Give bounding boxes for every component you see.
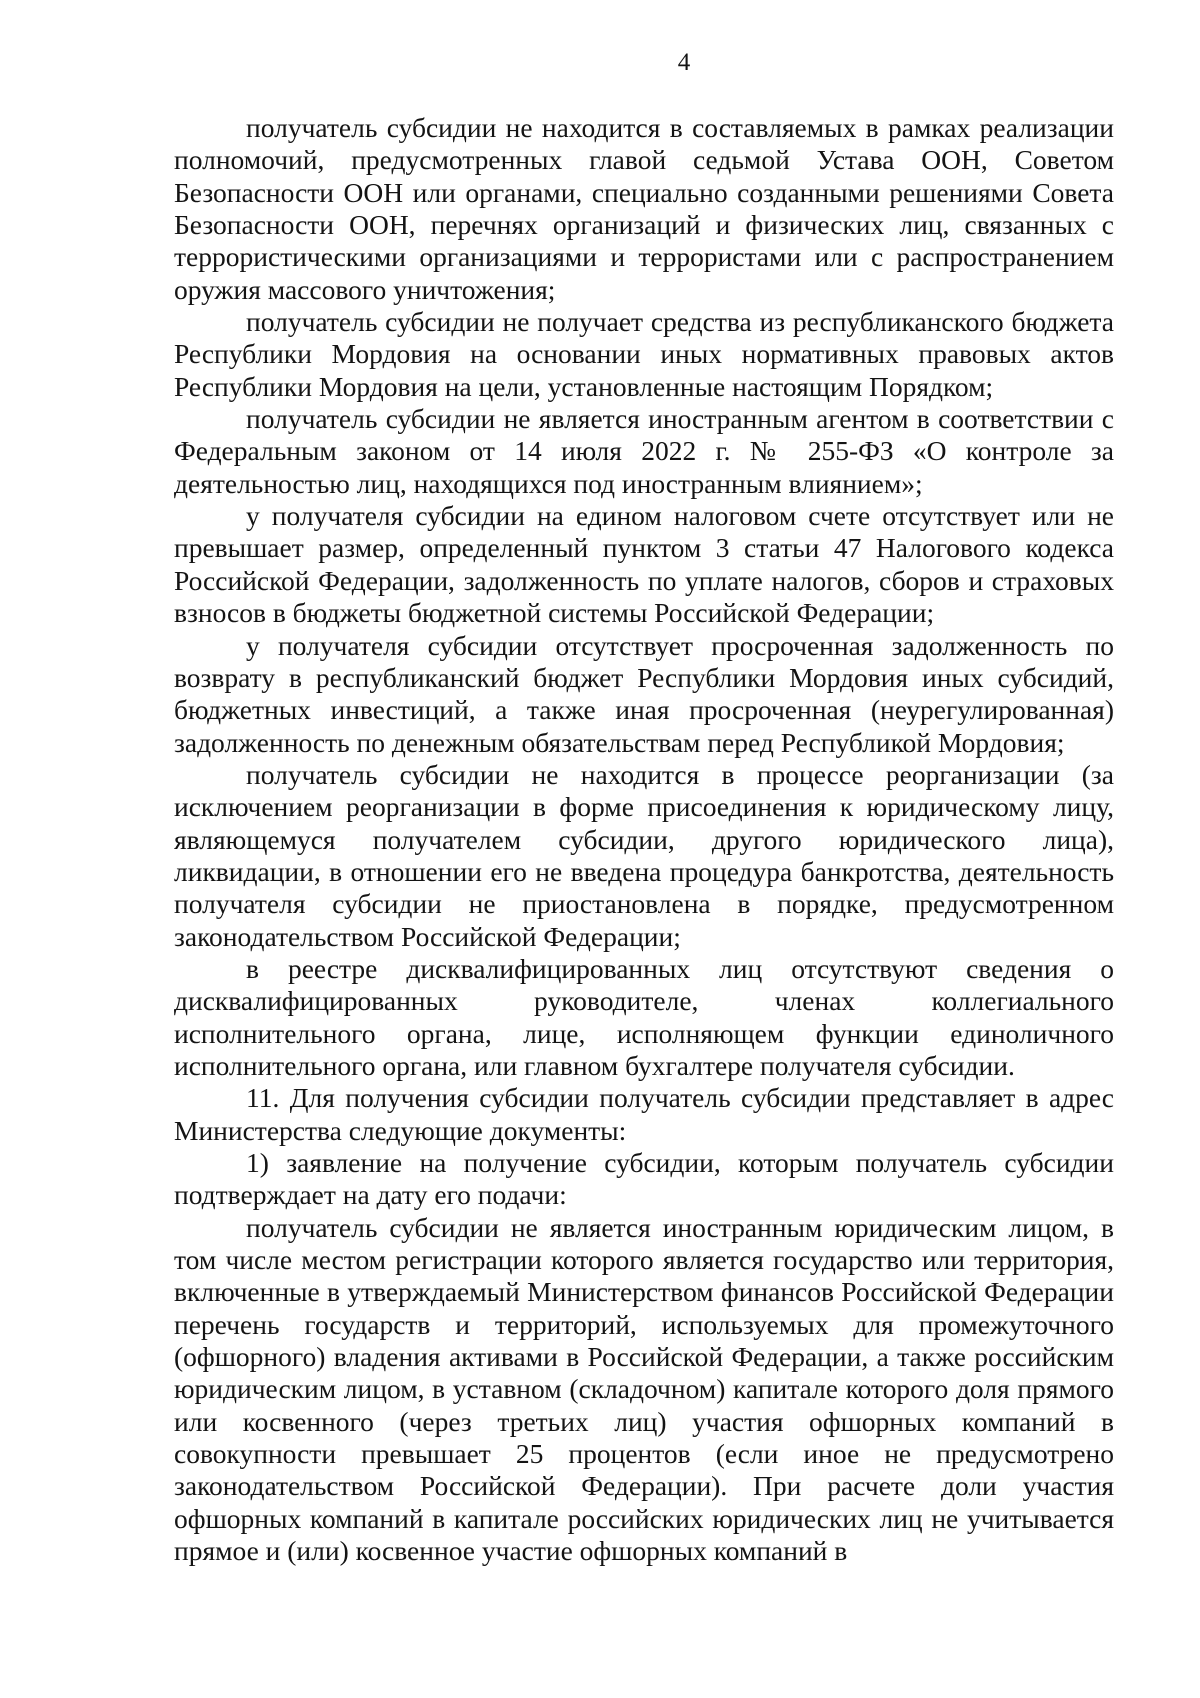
paragraph-disqualified-persons: в реестре дисквалифицированных лиц отсутствуют сведения о дисквалифицированных руководителе, членах коллегиального исполнительного органа, лице, исполняющем функции единоличного исполнительного органа, или главном бухгалтере получателя субсидии. (174, 952, 1114, 1081)
paragraph-tax-debt: у получателя субсидии на едином налоговом счете отсутствует или не превышает размер, определенный пунктом 3 статьи 47 Налогового кодекса Российской Федерации, задолженность по уплате налогов, сборов и страховых взносов в бюджеты бюджетной системы Российской Федерации; (174, 500, 1114, 629)
paragraph-foreign-agent: получатель субсидии не является иностранным агентом в соответствии с Федеральным законом от 14 июля 2022 г. № 255-ФЗ «О контроле за деятельностью лиц, находящихся под иностранным влиянием»; (174, 403, 1114, 499)
paragraph-overdue-debt: у получателя субсидии отсутствует просроченная задолженность по возврату в республиканский бюджет Республики Мордовия иных субсидий, бюджетных инвестиций, а также иная просроченная (неурегулированная) задолженность по денежным обязательствам перед Республикой Мордовия; (174, 629, 1114, 758)
page-number: 4 (677, 49, 691, 76)
paragraph-offshore: получатель субсидии не является иностранным юридическим лицом, в том числе местом регистрации которого является государство или территория, включенные в утверждаемый Министерством финансов Российской Федерации перечень государств и территорий, используемых для промежуточного (офшорного) владения активами в Российской Федерации, а также российским юридическим лицом, в уставном (складочном) капитале которого доля прямого или косвенного (через третьих лиц) участия офшорных компаний в совокупности превышает 25 процентов (если иное не предусмотрено законодательством Российской Федерации). При расчете доли участия офшорных компаний в капитале российских юридических лиц не учитывается прямое и (или) косвенное участие офшорных компаний в (174, 1211, 1114, 1567)
paragraph-un-sanctions: получатель субсидии не находится в составляемых в рамках реализации полномочий, предусмотренных главой седьмой Устава ООН, Советом Безопасности ООН или органами, специально созданными решениями Совета Безопасности ООН, перечнях организаций и физических лиц, связанных с террористическими организациями и террористами или с распространением оружия массового уничтожения; (174, 112, 1114, 305)
document-body (174, 112, 1114, 1567)
paragraph-item-11: 11. Для получения субсидии получатель субсидии представляет в адрес Министерства следующие документы: (174, 1082, 1114, 1146)
paragraph-application: 1) заявление на получение субсидии, которым получатель субсидии подтверждает на дату его подачи: (174, 1147, 1114, 1211)
paragraph-other-funds: получатель субсидии не получает средства из республиканского бюджета Республики Мордовия на основании иных нормативных правовых актов Республики Мордовия на цели, установленные настоящим Порядком; (174, 306, 1114, 402)
paragraph-reorganization: получатель субсидии не находится в процессе реорганизации (за исключением реорганизации в форме присоединения к юридическому лицу, являющемуся получателем субсидии, другого юридического лица), ликвидации, в отношении его не введена процедура банкротства, деятельность получателя субсидии не приостановлена в порядке, предусмотренном законодательством Российской Федерации; (174, 758, 1114, 952)
